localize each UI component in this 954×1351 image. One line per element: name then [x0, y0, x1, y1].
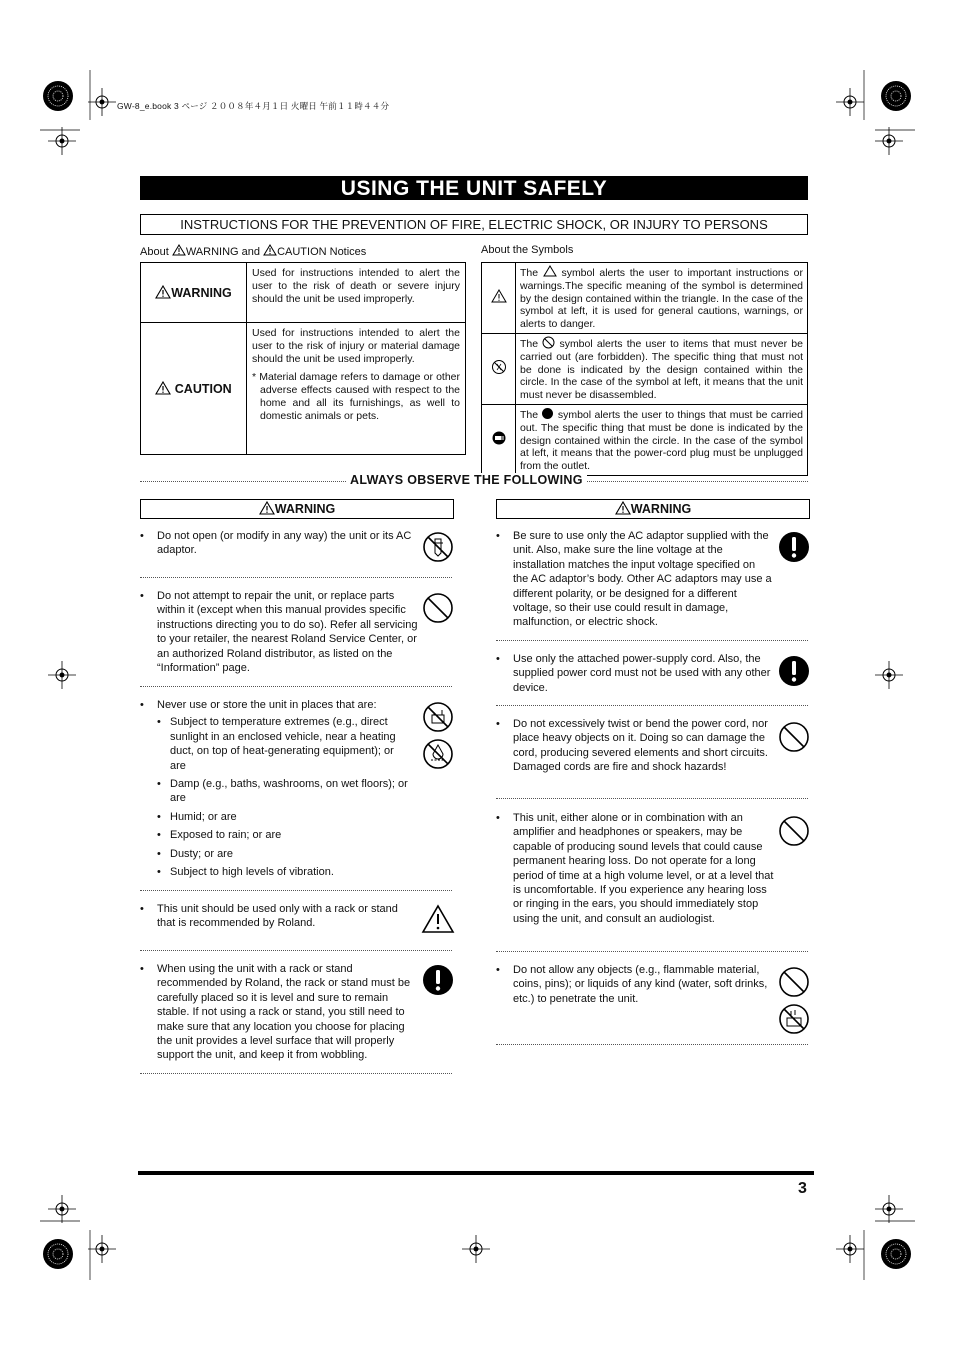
triangle-outline-icon — [543, 265, 557, 277]
symbol-description: The symbol alerts the user to important instructions or warnings.The specific meaning of the symbol is determined by the design contained within the triangle. In the case of the symbol at left, it is used for general cautions, warnings, or alerts to danger. — [516, 263, 808, 334]
no-water-icon — [422, 738, 454, 770]
no-disassembly-icon — [491, 359, 507, 375]
page-number: 3 — [798, 1180, 807, 1197]
item-divider — [140, 950, 452, 951]
page-subtitle: INSTRUCTIONS FOR THE PREVENTION OF FIRE, ELECTRIC SHOCK, OR INJURY TO PERSONS — [140, 214, 808, 235]
caution-triangle-icon — [421, 904, 455, 934]
symbol-description: The symbol alerts the user to things that must be carried out. The specific thing that must be done is indicated by the design contained within the circle. In the case of the symbol at left, it means that the power-cord plug must be unplugged from the outlet. — [516, 404, 808, 475]
item-divider — [496, 798, 808, 799]
item-divider — [140, 577, 452, 578]
footer-rule — [138, 1171, 814, 1175]
mandatory-dot-icon — [541, 407, 554, 420]
mandatory-action-icon — [778, 531, 810, 563]
notices-table — [140, 262, 466, 455]
warning-triangle-icon — [172, 244, 186, 256]
warning-cell: WARNING — [141, 263, 247, 323]
mandatory-action-icon — [422, 964, 454, 996]
warning-description: Used for instructions intended to alert the user to the risk of death or severe injury should the unit be used improperly. — [247, 263, 466, 323]
prohibited-icon — [778, 815, 810, 847]
item-divider — [496, 1044, 808, 1045]
item-divider — [140, 890, 452, 891]
warning-triangle-icon — [491, 289, 507, 303]
prohibited-icon — [778, 721, 810, 753]
symbols-table — [481, 262, 808, 476]
page-title: USING THE UNIT SAFELY — [140, 176, 808, 200]
warning-triangle-icon — [155, 381, 171, 395]
no-bathroom-use-icon — [422, 701, 454, 733]
caution-description: Used for instructions intended to alert the user to the risk of injury or material damage should the unit be used improperly. * Material damage refers to damage or other adverse effects caused with respect to the home and all its furnishings, as well to domestic animals or pets. — [247, 323, 466, 455]
item-divider — [140, 686, 452, 687]
item-divider — [496, 705, 808, 706]
warning-triangle-icon — [259, 501, 275, 515]
notices-label: About WARNING and CAUTION Notices — [140, 246, 367, 258]
prohibited-icon — [422, 592, 454, 624]
prohibited-circle-icon — [542, 336, 555, 349]
item-divider — [496, 640, 808, 641]
warning-triangle-icon — [615, 501, 631, 515]
symbols-label: About the Symbols — [481, 244, 574, 256]
unplug-icon — [491, 430, 507, 446]
no-liquid-icon — [778, 1003, 810, 1035]
mandatory-action-icon — [778, 655, 810, 687]
symbol-description: The symbol alerts the user to items that must never be carried out (are forbidden). The specific thing that must not be done is indicated by the design contained within the circle. In the case of the symbol at left, it means that the unit must never be disassembled. — [516, 333, 808, 404]
right-warning-heading: WARNING — [496, 499, 810, 519]
prohibited-icon — [778, 966, 810, 998]
no-disassembly-icon — [422, 531, 454, 563]
item-divider — [496, 951, 808, 952]
header-line: GW-8_e.book 3 ページ ２００８年４月１日 火曜日 午前１１時４４分 — [117, 101, 390, 111]
item-divider — [140, 1073, 452, 1074]
caution-note: * Material damage refers to damage or other adverse effects caused with respect to the home and all its furnishings, as well to domestic animals or pets. — [252, 371, 460, 422]
observe-heading: ALWAYS OBSERVE THE FOLLOWING — [346, 473, 587, 487]
caution-cell: CAUTION — [141, 323, 247, 455]
left-warning-heading: WARNING — [140, 499, 454, 519]
warning-triangle-icon — [155, 285, 171, 299]
warning-triangle-icon — [263, 244, 277, 256]
